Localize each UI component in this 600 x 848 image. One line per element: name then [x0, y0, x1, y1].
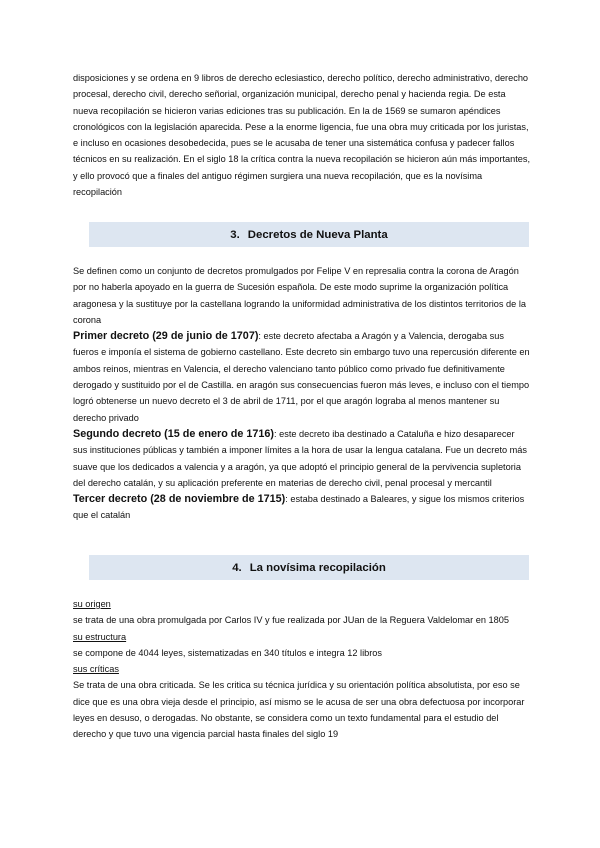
decree-1 — [73, 328, 531, 426]
section-4-heading — [89, 555, 529, 580]
decree-2-label: Segundo decreto (15 de enero de 1716) — [73, 427, 275, 440]
decree-2-text: : este decreto iba destinado a Cataluña e hizo desaparecer sus instituciones públicas y también a imponer límites a la hora de usar la lengua catalana. Fue un decreto más suave que los dedicados a valencia y a aragón, ya que adoptó el principio general de la pervivencia supletoria del derecho catalán, y su aplicación preferente en materias de derecho civil, penal procesal y mercantil — [73, 428, 528, 488]
section-3-title: Decretos de Nueva Planta — [247, 228, 388, 241]
section-4-title: La novísima recopilación — [249, 561, 386, 574]
section-3-number: 3. — [230, 228, 240, 241]
section-4-body — [73, 596, 531, 743]
structure-heading: su estructura — [73, 631, 127, 642]
section-4-number: 4. — [232, 561, 242, 574]
origin-text: se trata de una obra promulgada por Carlos IV y fue realizada por JUan de la Reguera Valdelomar en 1805 — [73, 615, 509, 626]
decree-1-text: : este decreto afectaba a Aragón y a Valencia, derogaba sus fueros e imponía el sistema de gobierno castellano. Este decreto sin embargo tuvo una repercusión diferente en ambos reinos, mientras en Valencia, el derecho valenciano tanto público como privado fue definitivamente derogado y sustituido por el de Castilla. en aragón sus consecuencias fueron más leves, e incluso con el tiempo logró obtenerse un nuevo decreto el 3 de abril de 1711, por el que aragón lograba al menos mantener su derecho privado — [73, 331, 530, 423]
decree-3-text: : estaba destinado a Baleares, y sigue los mismos criterios que el catalán — [73, 494, 525, 521]
intro-block — [73, 70, 531, 200]
decree-2 — [73, 426, 531, 491]
criticism-text: Se trata de una obra criticada. Se les critica su técnica jurídica y su orientación política absolutista, por eso se dice que es una obra vieja desde el principio, así mismo se le acusa de ser una obra defectuosa por incorporar leyes en desuso, o derogadas. No obstante, se considera como un texto fundamental para el estudio del derecho y que tuvo una vigencia parcial hasta finales del siglo 19 — [73, 680, 525, 740]
decree-1-label: Primer decreto (29 de junio de 1707) — [73, 330, 259, 343]
decree-3-label: Tercer decreto (28 de noviembre de 1715) — [73, 493, 286, 506]
decree-3 — [73, 491, 531, 524]
criticism-heading: sus críticas — [73, 664, 119, 675]
intro-paragraph: disposiciones y se ordena en 9 libros de derecho eclesiastico, derecho político, derecho administrativo, derecho procesal, derecho civil, derecho señorial, organización municipal, derecho penal y hacienda regia. De esta nueva recopilación se hicieron varias ediciones tras su publicación. En la de 1569 se sumaron apéndices cronológicos con la legislación aparecida. Pese a la enorme ligencia, fue una obra muy criticada por los juristas, e incluso en ocasiones desobedecida, pues se le acusaba de tener una sistemática confusa y padecer fallos técnicos en su realización. En el siglo 18 la crítica contra la nueva recopilación se hicieron aún más importantes, y ello provocó que a finales del antiguo régimen surgiera una nueva recopilación, que es la novísima recopilación — [73, 73, 531, 198]
structure-text: se compone de 4044 leyes, sistematizadas en 340 títulos e integra 12 libros — [73, 647, 382, 658]
section-3-heading — [89, 222, 529, 247]
section-3-body — [73, 263, 531, 524]
origin-heading: su origen — [73, 599, 111, 609]
section-3-definition: Se definen como un conjunto de decretos promulgados por Felipe V en represalia contra la corona de Aragón por no haberla apoyado en la guerra de Sucesión española. De este modo suprime la organización política aragonesa y la sustituye por la castellana logrando la uniformidad administrativa de los distintos territorios de la corona — [73, 266, 526, 325]
